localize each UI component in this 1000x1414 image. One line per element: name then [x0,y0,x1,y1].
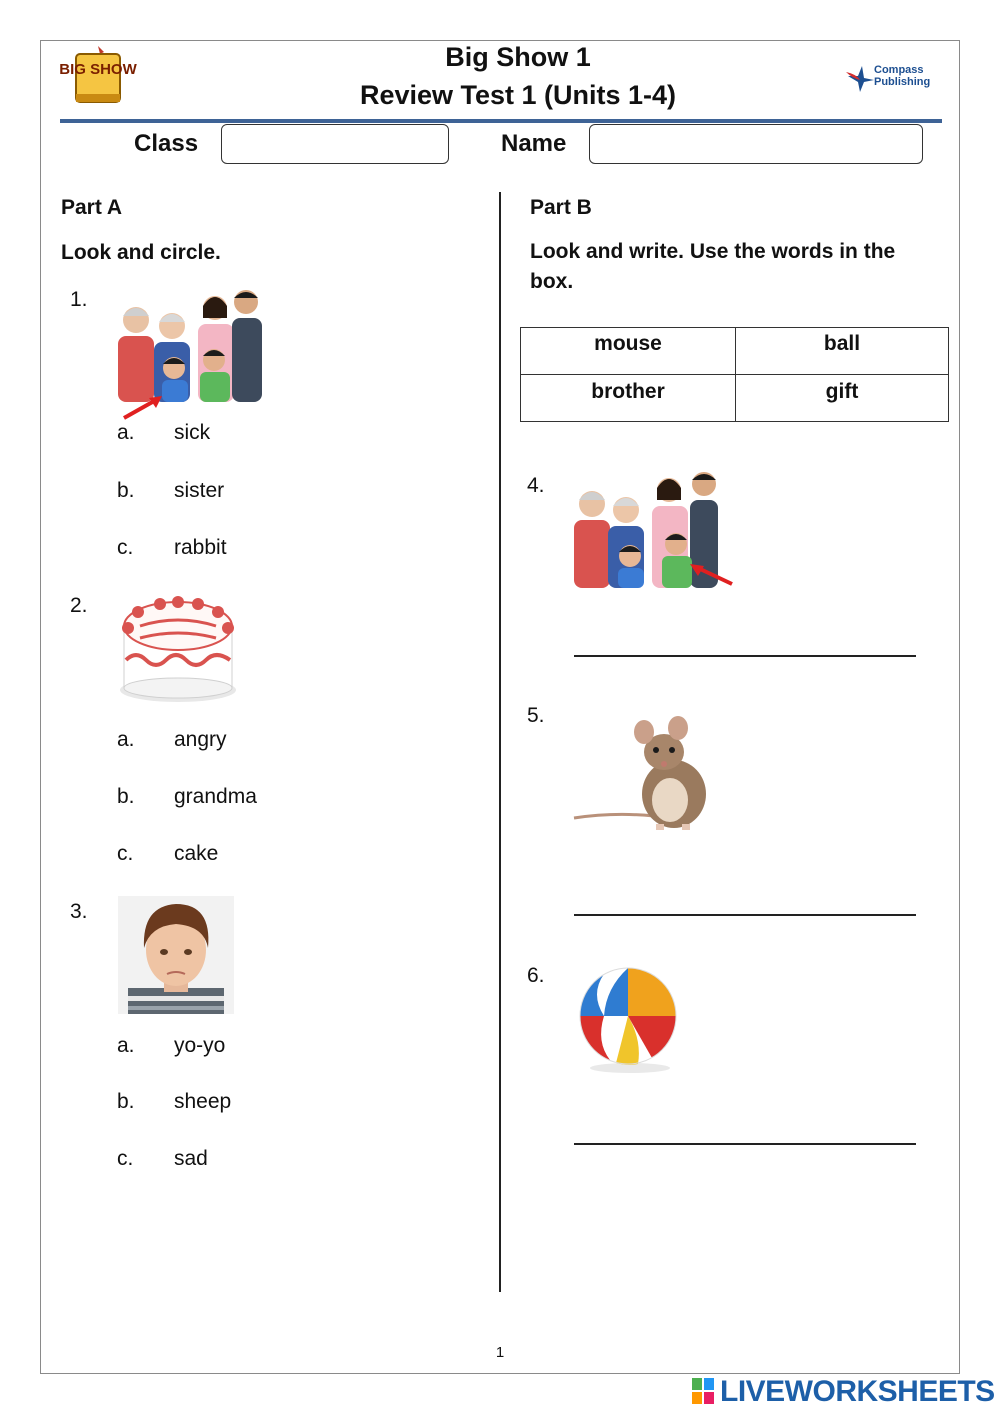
q1-option-b[interactable]: sister [174,479,225,502]
word-box-cell: ball [823,332,861,355]
word-box [520,327,949,422]
publisher-line2: Publishing [874,76,931,88]
question-1-number: 1. [70,288,88,311]
part-b-instruction: Look and write. Use the words in the [530,240,896,263]
answer-line-6[interactable] [574,1143,916,1145]
question-5-number: 5. [527,704,545,727]
sad-boy-image [118,896,234,1014]
family-photo-image [116,284,264,422]
q3-option-a[interactable]: yo-yo [174,1034,226,1057]
name-field[interactable] [589,124,923,164]
page-subtitle: Review Test 1 (Units 1-4) [359,80,677,110]
answer-line-4[interactable] [574,655,916,657]
q2-option-a[interactable]: angry [174,728,227,751]
birthday-cake-image [116,590,240,708]
q3-option-c-letter: c. [117,1147,134,1170]
word-box-cell: brother [591,380,665,403]
q1-option-b-letter: b. [117,479,135,502]
q2-option-b-letter: b. [117,785,135,808]
compass-publishing-logo [844,62,934,94]
q1-option-a[interactable]: sick [174,421,211,444]
svg-text:BIG SHOW: BIG SHOW [59,61,137,78]
part-b-heading: Part B [530,196,592,219]
q3-option-b-letter: b. [117,1090,135,1113]
q1-option-c-letter: c. [117,536,134,559]
q2-option-b[interactable]: grandma [174,785,257,808]
question-6-number: 6. [527,964,545,987]
header-rule [60,119,942,123]
big-show-logo [59,44,137,106]
part-a-heading: Part A [61,196,123,219]
part-b-instruction-cont: box. [530,270,574,293]
q3-option-c[interactable]: sad [174,1147,208,1170]
beach-ball-image [576,964,680,1076]
word-box-cell: mouse [594,332,662,355]
question-4-number: 4. [527,474,545,497]
q3-option-b[interactable]: sheep [174,1090,232,1113]
mouse-image [574,708,714,836]
page-number: 1 [495,1344,505,1361]
compass-star-icon [844,64,876,94]
q2-option-c[interactable]: cake [174,842,219,865]
page-title: Big Show 1 [445,42,591,72]
family-photo-image [572,466,736,592]
liveworksheets-logo-icon [692,1378,716,1404]
question-2-number: 2. [70,594,88,617]
publisher-line1: Compass [874,64,924,76]
part-a-instruction: Look and circle. [61,241,221,264]
brand-text: LIVEWORKSHEETS [720,1375,995,1408]
answer-line-5[interactable] [574,914,916,916]
q2-option-a-letter: a. [117,728,135,751]
q1-option-a-letter: a. [117,421,135,444]
q3-option-a-letter: a. [117,1034,135,1057]
name-label: Name [501,130,567,157]
column-divider [499,192,501,1292]
word-box-cell: gift [825,380,859,403]
q2-option-c-letter: c. [117,842,134,865]
class-label: Class [134,130,199,157]
question-3-number: 3. [70,900,88,923]
class-field[interactable] [221,124,449,164]
q1-option-c[interactable]: rabbit [174,536,227,559]
